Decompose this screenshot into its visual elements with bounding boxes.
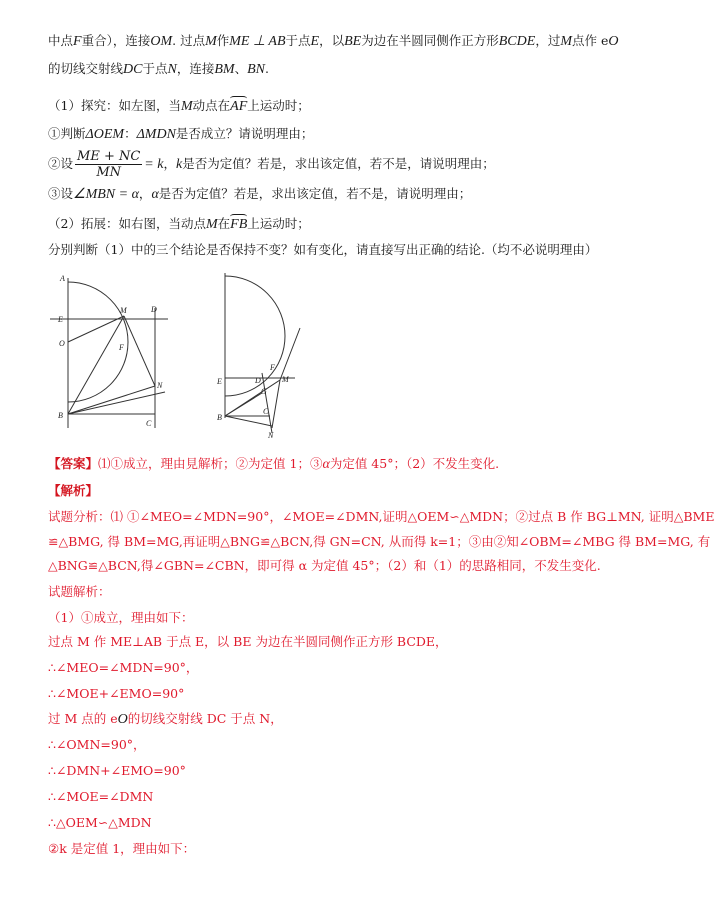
arc-mark (230, 214, 247, 219)
var-alpha: α (322, 457, 330, 472)
analysis-tag: 【解析】 (48, 483, 99, 498)
fig-label-d: D (151, 305, 157, 314)
fig-label-e2: E (217, 377, 222, 386)
left-line-om (68, 316, 124, 342)
text: 是否为定值？若是，求出该定值，若不是，请说明理由； (158, 186, 472, 201)
left-semicircle (68, 282, 128, 402)
fig-label-b: B (58, 411, 63, 420)
fig-label-n: N (157, 381, 163, 390)
text: ，过 (535, 33, 561, 48)
fig-label-o: O (59, 339, 65, 348)
solution-line-7: ∴∠DMN+∠EMO=90° (48, 763, 186, 778)
fig-label-c2: C (263, 407, 269, 416)
text: 重合），连接 (81, 33, 151, 48)
part1-q3 (48, 185, 471, 204)
solution-line-5 (48, 710, 283, 729)
triangle-oem: ΔOEM (85, 127, 125, 142)
text: 过 M 点的 e (48, 711, 118, 726)
var-BN: BN (247, 62, 265, 77)
var-BCDE: BCDE (498, 34, 536, 49)
solution-title: 试题解析： (48, 584, 111, 599)
var-O: O (608, 34, 619, 49)
var-F: F (73, 34, 82, 49)
text: ，连接 (176, 61, 215, 76)
var-M: M (205, 217, 218, 232)
fig-label-m2: M (282, 375, 289, 384)
arc-label: FB (230, 217, 248, 232)
answer-tag: 【答案】 (48, 456, 99, 471)
text: 于点 (142, 61, 168, 76)
var-M: M (205, 34, 217, 49)
text: 为定值 45°；（2）不发生变化. (329, 456, 500, 471)
analysis-line-3: △BNG≌△BCN,得∠GBN=∠CBN，即可得 α 为定值 45°；（2）和（1）的思路相同，不发生变化. (48, 558, 601, 573)
answer-line (48, 455, 499, 474)
var-BE: BE (344, 34, 362, 49)
var-N: N (167, 62, 177, 77)
var-OM: OM (150, 34, 173, 49)
text: （2）拓展：如右图，当动点 (48, 216, 206, 231)
text: ⑴①成立，理由見解析；②为定值 1；③ (98, 456, 323, 471)
part2-header (48, 215, 310, 234)
angle-mbn: ∠MBN = α (73, 187, 139, 202)
fraction-numerator: ME + NC (77, 149, 141, 164)
var-O: O (117, 712, 128, 727)
right-figure-labels (216, 363, 290, 440)
solution-line-3: ∴∠MEO=∠MDN=90°， (48, 660, 199, 675)
arc-af (230, 99, 247, 114)
intro-line-2 (48, 60, 269, 79)
left-figure (50, 278, 168, 428)
solution-line-6: ∴∠OMN=90°， (48, 737, 146, 752)
fig-label-d2: D (255, 376, 261, 385)
solution-line-8: ∴∠MOE=∠DMN (48, 789, 154, 804)
fig-label-f: F (119, 343, 124, 352)
text: ，以 (319, 33, 345, 48)
solution-line-9: ∴△OEM∽△MDN (48, 815, 152, 830)
text: ， (163, 156, 176, 171)
fraction (75, 149, 142, 180)
text: 分别判断（1）中的三个结论是否保持不变？如有变化，请直接写出正确的结论.（均不必说明理由） (48, 242, 598, 257)
equals-k: = k (144, 157, 164, 172)
arc-fb (230, 217, 247, 232)
expr-me-perp-ab: ME ⊥ AB (229, 34, 286, 49)
var-BM: BM (214, 62, 235, 77)
right-line-tangent (280, 328, 300, 380)
solution-line-4: ∴∠MOE+∠EMO=90° (48, 686, 185, 701)
var-M: M (560, 34, 572, 49)
fig-label-b2: B (217, 413, 222, 422)
part2-line (48, 241, 597, 259)
solution-line-1: （1）①成立，理由如下： (48, 610, 194, 625)
text: 是否成立？请说明理由； (175, 126, 314, 141)
part1-q2 (48, 147, 495, 182)
triangle-mdn: ΔMDN (136, 127, 176, 142)
solution-line-10: ②k 是定值 1，理由如下： (48, 841, 196, 856)
right-line-bn (225, 416, 272, 426)
text: 中点 (48, 33, 74, 48)
fraction-denominator: MN (96, 165, 121, 180)
fig-label-m: M (120, 306, 127, 315)
text: 在 (217, 216, 231, 231)
var-DC: DC (123, 62, 143, 77)
text: 的切线交射线 DC 于点 N， (127, 711, 283, 726)
geometry-figures (40, 268, 340, 448)
analysis-line-2: ≌△BMG, 得 BM=MG,再证明△BNG≌△BCN,得 GN=CN, 从而得 k=1；③由②知∠OBM=∠MBG 得 BM=MG, 有 (48, 534, 711, 549)
var-M: M (180, 99, 193, 114)
text: 是否为定值？若是，求出该定值，若不是，请说明理由； (182, 156, 495, 171)
arc-mark (230, 96, 247, 101)
text: 作 (216, 33, 230, 48)
fig-label-f2: F (270, 363, 275, 372)
text: 为边在半圆同侧作正方形 (361, 33, 499, 48)
fig-label-g2: G (261, 387, 267, 396)
solution-line-2: 过点 M 作 ME⊥AB 于点 E，以 BE 为边在半圆同侧作正方形 BCDE， (48, 634, 448, 649)
text: （1）探究：如左图，当 (48, 98, 181, 113)
text: 动点在 (192, 98, 231, 113)
fig-label-n2: N (268, 431, 274, 440)
arc-label: AF (230, 99, 248, 114)
text: ： (124, 126, 137, 141)
text: 点作 e (572, 33, 609, 48)
var-E: E (310, 34, 320, 49)
part1-q1 (48, 125, 313, 144)
left-line-bg (68, 392, 165, 414)
analysis-line-1: 试题分析：⑴ ①∠MEO=∠MDN=90°，∠MOE=∠DMN,证明△OEM∽△MDN；②过点 B 作 BG⊥MN, 证明△BME (48, 509, 714, 524)
right-line-mn (272, 380, 280, 428)
left-line-mn (124, 316, 155, 386)
text: 上运动时； (247, 98, 310, 113)
left-line-bm (68, 316, 124, 414)
text: ③设 (48, 186, 74, 201)
fig-label-e: E (58, 315, 63, 324)
text: . 过点 (172, 33, 206, 48)
fig-label-a: A (60, 274, 65, 283)
text: ， (138, 186, 152, 201)
text: ①判断 (48, 126, 86, 141)
right-line-bg (225, 393, 262, 416)
intro-line-1 (48, 32, 619, 51)
text: 的切线交射线 (48, 61, 124, 76)
text: . (264, 61, 269, 76)
var-alpha: α (151, 187, 159, 202)
text: ②设 (48, 156, 74, 171)
part1-header (48, 97, 310, 116)
var-k: k (175, 157, 183, 172)
text: 上运动时； (247, 216, 310, 231)
text: 于点 (285, 33, 311, 48)
text: 、 (234, 61, 248, 76)
fig-label-c: C (146, 419, 152, 428)
